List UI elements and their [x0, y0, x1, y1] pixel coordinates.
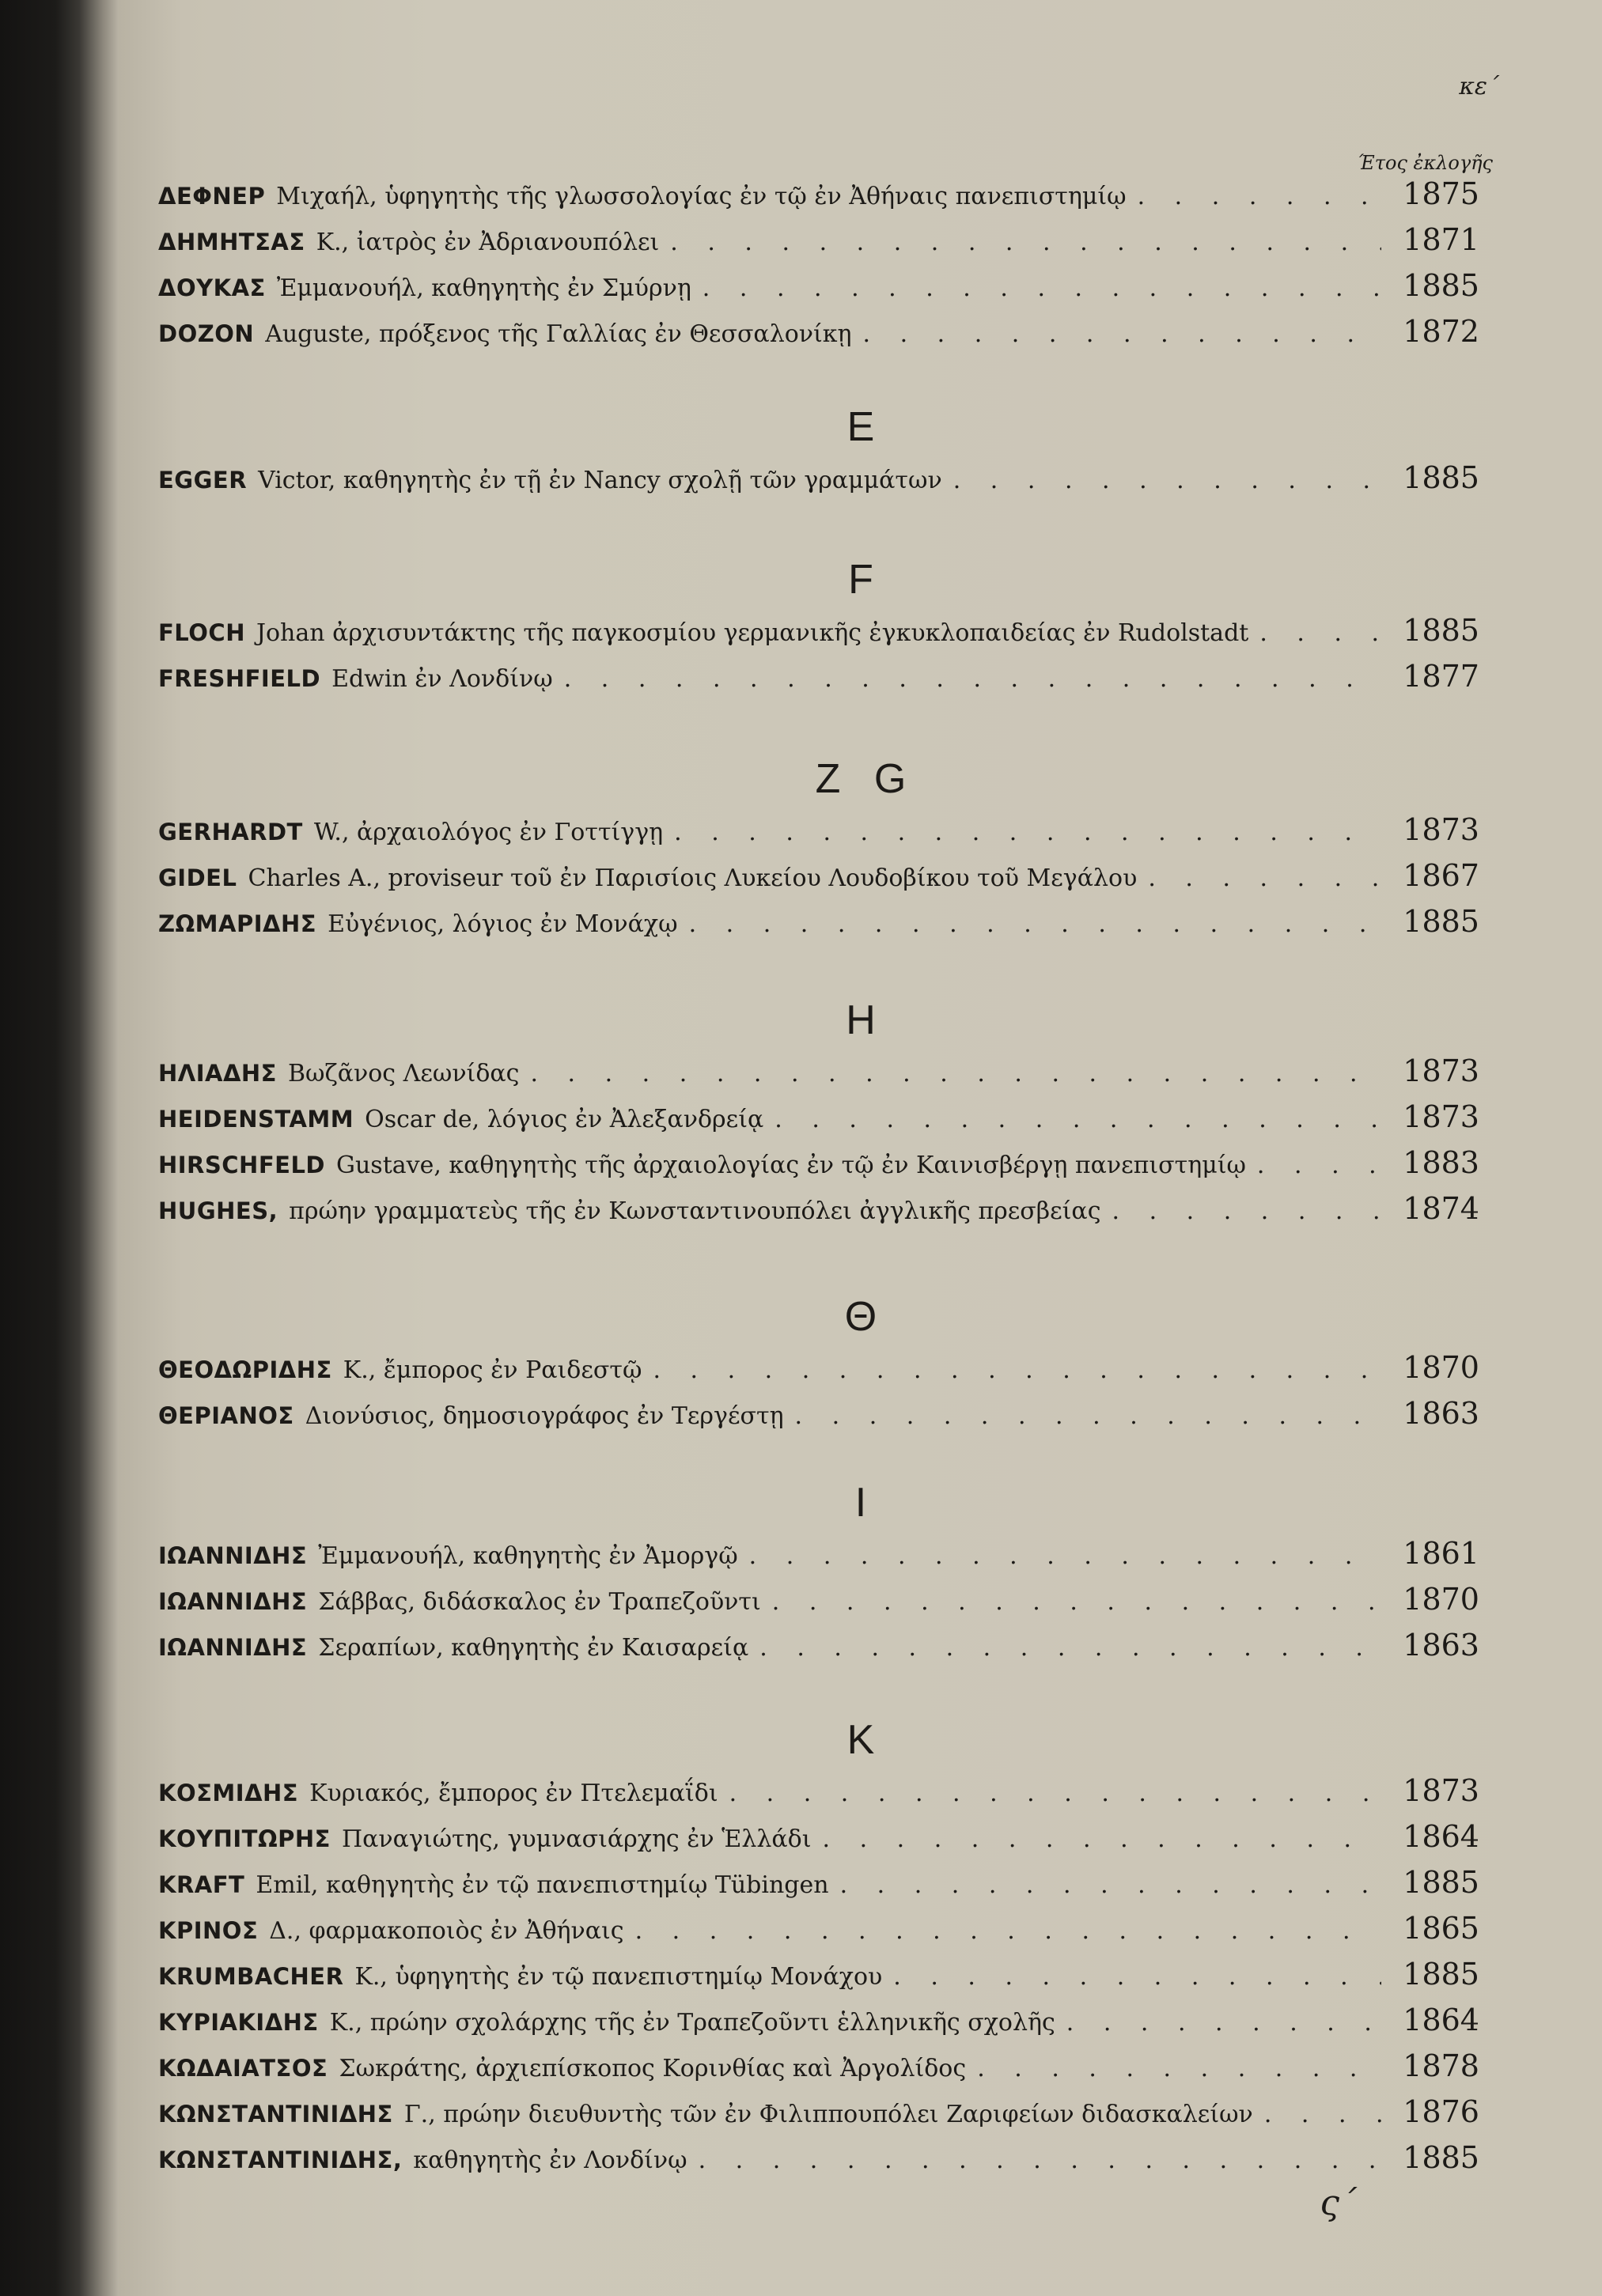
election-year: 1875 — [1403, 176, 1479, 211]
member-description: Ἐμμανουήλ, καθηγητὴς ἐν Σμύρνῃ — [276, 274, 691, 302]
letter-section — [158, 552, 1479, 699]
leader-dots — [795, 1394, 1381, 1439]
member-entry — [158, 1951, 1479, 1997]
letter-section — [158, 1289, 1479, 1436]
leader-dots — [699, 2138, 1381, 2184]
member-description: Παναγιώτης, γυμνασιάρχης ἐν Ἑλλάδι — [341, 1825, 812, 1853]
election-year: 1885 — [1403, 1957, 1479, 1992]
election-year: 1885 — [1403, 613, 1479, 648]
member-surname: ΙΩΑΝΝΙΔΗΣ — [158, 1588, 308, 1615]
leader-dots — [953, 458, 1381, 504]
leader-dots — [1259, 611, 1381, 656]
election-year: 1876 — [1403, 2094, 1479, 2129]
year-column-header: Έτος ἐκλογῆς — [1358, 152, 1493, 174]
member-surname: HUGHES, — [158, 1197, 278, 1224]
member-surname: GIDEL — [158, 864, 237, 891]
section-letter: H — [846, 997, 887, 1043]
book-binding-gutter — [0, 0, 119, 2296]
letter-section — [158, 399, 1479, 501]
leader-dots — [893, 1954, 1381, 2000]
member-surname: FRESHFIELD — [158, 665, 321, 692]
member-entry — [158, 1390, 1479, 1436]
leader-dots — [1257, 1143, 1381, 1189]
leader-dots — [774, 1097, 1381, 1143]
election-year: 1861 — [1403, 1536, 1479, 1571]
member-description: W., ἀρχαιολόγος ἐν Γοττίγγῃ — [313, 819, 664, 846]
election-year: 1873 — [1403, 812, 1479, 847]
member-entry — [158, 455, 1479, 501]
section-letter: F — [848, 557, 884, 603]
member-entry — [158, 308, 1479, 354]
member-surname: ΘΕΟΔΩΡΙΔΗΣ — [158, 1356, 332, 1383]
section-letter: Θ — [844, 1294, 888, 1340]
member-entry — [158, 853, 1479, 898]
election-year: 1885 — [1403, 460, 1479, 495]
member-description: Γ., πρώην διευθυντὴς τῶν ἐν Φιλιππουπόλει Ζαριφείων διδασκαλείων — [403, 2101, 1253, 2128]
member-entry — [158, 1905, 1479, 1951]
election-year: 1865 — [1403, 1911, 1479, 1946]
election-year: 1871 — [1403, 222, 1479, 257]
member-description: Κ., ἰατρὸς ἐν Ἀδριανουπόλει — [316, 229, 660, 256]
member-surname: DOZON — [158, 320, 255, 347]
member-surname: ΘΕΡΙΑΝΟΣ — [158, 1402, 294, 1429]
leader-dots — [823, 1817, 1382, 1863]
member-description: Auguste, πρόξενος τῆς Γαλλίας ἐν Θεσσαλονίκῃ — [265, 320, 852, 348]
member-entry — [158, 1997, 1479, 2043]
member-surname: ΚΩΔΑΙΑΤΣΟΣ — [158, 2055, 328, 2082]
election-year: 1885 — [1403, 904, 1479, 939]
election-year: 1867 — [1403, 858, 1479, 893]
member-surname: ΚΟΥΠΙΤΩΡΗΣ — [158, 1825, 331, 1852]
leader-dots — [1112, 1189, 1382, 1235]
leader-dots — [674, 810, 1381, 856]
member-description: Oscar de, λόγιος ἐν Ἀλεξανδρείᾳ — [365, 1106, 764, 1133]
member-description: Βωζᾶνος Λεωνίδας — [287, 1060, 520, 1087]
member-entry — [158, 898, 1479, 944]
election-year: 1873 — [1403, 1053, 1479, 1088]
member-surname: KRUMBACHER — [158, 1963, 344, 1990]
member-entry — [158, 1768, 1479, 1814]
section-letter: Z G — [815, 756, 918, 802]
member-description: Κ., ἔμπορος ἐν Ραιδεστῷ — [343, 1356, 642, 1384]
leader-dots — [863, 312, 1382, 357]
election-year: 1885 — [1403, 1865, 1479, 1900]
election-year: 1864 — [1403, 2003, 1479, 2037]
member-description: πρώην γραμματεὺς τῆς ἐν Κωνσταντινουπόλει ἀγγλικῆς πρεσβείας — [289, 1197, 1101, 1225]
signature-mark: ς΄ — [1320, 2183, 1357, 2223]
member-entry — [158, 2135, 1479, 2181]
leader-dots — [749, 1534, 1381, 1579]
leader-dots — [759, 1625, 1381, 1671]
letter-section — [158, 1475, 1479, 1668]
section-letter: I — [854, 1480, 878, 1526]
letter-section — [158, 751, 1479, 944]
member-description: Gustave, καθηγητὴς τῆς ἀρχαιολογίας ἐν τῷ ἐν Καινισβέργῃ πανεπιστημίῳ — [336, 1152, 1246, 1179]
member-entry — [158, 1094, 1479, 1140]
member-description: Σωκράτης, ἀρχιεπίσκοπος Κορινθίας καὶ Ἀργολίδος — [339, 2055, 967, 2082]
member-entry — [158, 807, 1479, 853]
member-description: Κυριακός, ἔμπορος ἐν Πτελεμαΐδι — [309, 1780, 718, 1807]
member-description: Ἐμμανουήλ, καθηγητὴς ἐν Ἀμοργῷ — [318, 1542, 738, 1570]
letter-section — [158, 993, 1479, 1231]
member-entry — [158, 1530, 1479, 1576]
leader-dots — [1264, 2092, 1381, 2138]
election-year: 1883 — [1403, 1145, 1479, 1180]
member-description: Σεραπίων, καθηγητὴς ἐν Καισαρείᾳ — [318, 1634, 749, 1662]
election-year: 1885 — [1403, 268, 1479, 303]
member-description: Διονύσιος, δημοσιογράφος ἐν Τεργέστῃ — [305, 1402, 784, 1430]
member-surname: HIRSCHFELD — [158, 1152, 326, 1178]
member-entry — [158, 2089, 1479, 2135]
letter-section — [158, 1712, 1479, 2181]
member-surname: KRAFT — [158, 1871, 245, 1898]
section-letter: K — [846, 1717, 886, 1763]
member-description: καθηγητὴς ἐν Λονδίνῳ — [413, 2147, 687, 2174]
leader-dots — [977, 2046, 1381, 2092]
leader-dots — [703, 266, 1381, 312]
member-description: Emil, καθηγητὴς ἐν τῷ πανεπιστημίῳ Tübingen — [256, 1871, 829, 1899]
member-surname: ΙΩΑΝΝΙΔΗΣ — [158, 1542, 308, 1569]
member-surname: EGGER — [158, 467, 248, 494]
member-entry — [158, 1576, 1479, 1622]
member-description: Δ., φαρμακοποιὸς ἐν Ἀθήναις — [269, 1917, 624, 1945]
election-year: 1863 — [1403, 1628, 1479, 1662]
leader-dots — [729, 1771, 1381, 1817]
member-surname: HEIDENSTAMM — [158, 1106, 354, 1133]
member-entry — [158, 171, 1479, 217]
leader-dots — [840, 1863, 1381, 1908]
page-number: κε΄ — [1459, 73, 1499, 100]
member-description: Johan ἀρχισυντάκτης τῆς παγκοσμίου γερμανικῆς ἐγκυκλοπαιδείας ἐν Rudolstadt — [256, 619, 1249, 647]
member-surname: ΚΩΝΣΤΑΝΤΙΝΙΔΗΣ, — [158, 2147, 403, 2173]
member-surname: ΗΛΙΑΔΗΣ — [158, 1060, 277, 1087]
leader-dots — [670, 220, 1381, 266]
leader-dots — [564, 656, 1381, 702]
member-entry — [158, 1140, 1479, 1186]
member-surname: ΚΡΙΝΟΣ — [158, 1917, 259, 1944]
member-entry — [158, 2043, 1479, 2089]
member-surname: ΚΥΡΙΑΚΙΔΗΣ — [158, 2009, 319, 2036]
leader-dots — [1066, 2000, 1381, 2046]
member-entry — [158, 653, 1479, 699]
leader-dots — [653, 1348, 1381, 1394]
member-description: K., ὑφηγητὴς ἐν τῷ πανεπιστημίῳ Μονάχου — [354, 1963, 883, 1991]
leader-dots — [530, 1051, 1381, 1097]
member-surname: ΔΟΥΚΑΣ — [158, 274, 266, 301]
election-year: 1885 — [1403, 2140, 1479, 2175]
member-description: Charles A., proviseur τοῦ ἐν Παρισίοις Λυκείου Λουδοβίκου τοῦ Μεγάλου — [248, 864, 1138, 892]
member-entry — [158, 1859, 1479, 1905]
member-entry — [158, 217, 1479, 263]
election-year: 1870 — [1403, 1582, 1479, 1617]
member-description: Μιχαήλ, ὑφηγητὴς τῆς γλωσσολογίας ἐν τῷ ἐν Ἀθήναις πανεπιστημίῳ — [276, 183, 1127, 210]
member-description: Σάββας, διδάσκαλος ἐν Τραπεζοῦντι — [318, 1588, 761, 1616]
election-year: 1878 — [1403, 2048, 1479, 2083]
member-surname: ΔΗΜΗΤΣΑΣ — [158, 229, 305, 255]
member-description: Edwin ἐν Λονδίνῳ — [331, 665, 553, 693]
member-entry — [158, 607, 1479, 653]
member-description: Κ., πρώην σχολάρχης τῆς ἐν Τραπεζοῦντι ἑλληνικῆς σχολῆς — [329, 2009, 1055, 2037]
section-letter: E — [846, 404, 886, 450]
leader-dots — [1138, 174, 1381, 220]
member-entry — [158, 1048, 1479, 1094]
member-surname: ΔΕΦΝΕΡ — [158, 183, 266, 210]
election-year: 1874 — [1403, 1191, 1479, 1226]
election-year: 1863 — [1403, 1396, 1479, 1431]
election-year: 1870 — [1403, 1350, 1479, 1385]
leader-dots — [689, 902, 1381, 948]
election-year: 1864 — [1403, 1819, 1479, 1854]
leader-dots — [1148, 856, 1381, 902]
leader-dots — [635, 1908, 1381, 1954]
election-year: 1872 — [1403, 314, 1479, 349]
member-surname: GERHARDT — [158, 819, 303, 845]
member-surname: ΚΟΣΜΙΔΗΣ — [158, 1780, 299, 1806]
election-year: 1877 — [1403, 659, 1479, 694]
member-entry — [158, 1186, 1479, 1231]
member-surname: ΙΩΑΝΝΙΔΗΣ — [158, 1634, 308, 1661]
member-entry — [158, 1622, 1479, 1668]
election-year: 1873 — [1403, 1099, 1479, 1134]
member-entry — [158, 263, 1479, 308]
leader-dots — [772, 1579, 1381, 1625]
member-surname: ΖΩΜΑΡΙΔΗΣ — [158, 910, 317, 937]
member-description: Εὐγένιος, λόγιος ἐν Μονάχῳ — [328, 910, 678, 938]
member-description: Victor, καθηγητὴς ἐν τῇ ἐν Nancy σχολῇ τῶν γραμμάτων — [258, 467, 942, 494]
member-entry — [158, 1814, 1479, 1859]
member-surname: ΚΩΝΣΤΑΝΤΙΝΙΔΗΣ — [158, 2101, 393, 2128]
election-year: 1873 — [1403, 1773, 1479, 1808]
member-entry — [158, 1345, 1479, 1390]
letter-section — [158, 171, 1479, 354]
member-surname: FLOCH — [158, 619, 245, 646]
